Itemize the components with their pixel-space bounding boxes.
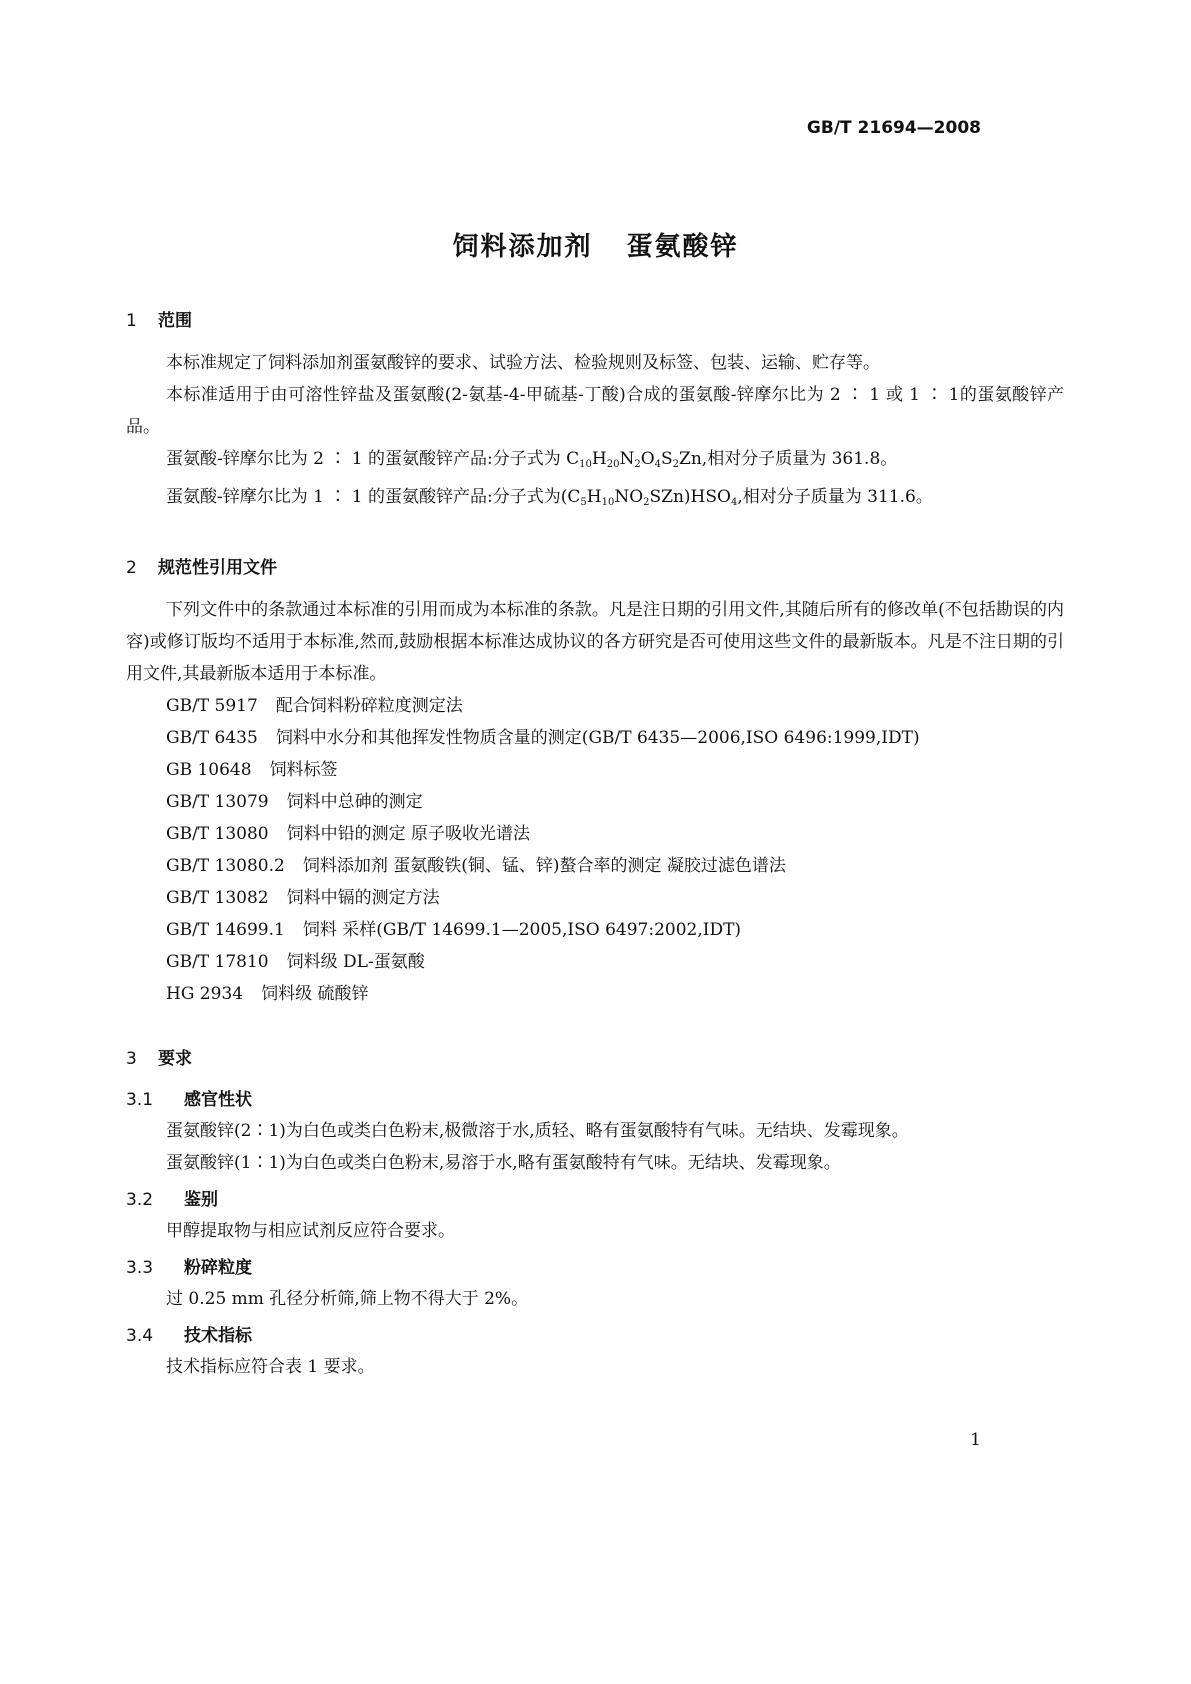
paragraph: 下列文件中的条款通过本标准的引用而成为本标准的条款。凡是注日期的引用文件,其随后所有的修改单(不包括勘误的内容)或修订版均不适用于本标准,然而,鼓励根据本标准达成协议的各方研究是否可使用这些文件的最新版本。凡是不注日期的引用文件,其最新版本适用于本标准。	[126, 600, 1064, 684]
reference-item	[126, 850, 1064, 882]
section-title: 要求	[158, 1049, 192, 1069]
subsection-title: 技术指标	[184, 1326, 252, 1346]
reference-name: 饲料中总砷的测定	[286, 792, 423, 812]
reference-name: 配合饲料粉碎粒度测定法	[275, 696, 463, 716]
reference-code: GB/T 14699.1	[166, 920, 285, 940]
section-number: 3	[126, 1049, 137, 1069]
title-part1: 饲料添加剂	[452, 232, 593, 262]
reference-name: 饲料添加剂 蛋氨酸铁(铜、锰、锌)螯合率的测定 凝胶过滤色谱法	[302, 856, 786, 876]
paragraph: 本标准规定了饲料添加剂蛋氨酸锌的要求、试验方法、检验规则及标签、包装、运输、贮存等。	[166, 353, 880, 373]
reference-name: 饲料中水分和其他挥发性物质含量的测定(GB/T 6435—2006,ISO 6496:1999,IDT)	[275, 728, 920, 748]
formula-paragraph-1-1	[126, 481, 1064, 519]
reference-code: GB/T 17810	[166, 952, 269, 972]
reference-code: GB/T 13079	[166, 792, 269, 812]
molecular-formula: $C_{10}H_{20}N_2O_4S_2Zn$	[566, 449, 702, 470]
page-number: 1	[970, 1430, 981, 1450]
section-number: 2	[126, 558, 137, 578]
document-title	[0, 226, 1191, 263]
reference-code: GB 10648	[166, 760, 252, 780]
section-heading-normative-references	[126, 553, 1064, 578]
reference-item	[126, 946, 1064, 978]
reference-code: GB/T 13080	[166, 824, 269, 844]
paragraph: 蛋氨酸锌(1∶1)为白色或类白色粉末,易溶于水,略有蛋氨酸特有气味。无结块、发霉现象。	[166, 1153, 841, 1173]
subsection-number: 3.1	[126, 1090, 154, 1110]
standard-code: GB/T 21694—2008	[806, 118, 981, 138]
reference-item	[126, 978, 1064, 1010]
reference-code: HG 2934	[166, 984, 244, 1004]
section-number: 1	[126, 311, 137, 331]
paragraph: 技术指标应符合表 1 要求。	[166, 1357, 375, 1377]
reference-item	[126, 882, 1064, 914]
document-body	[126, 306, 1064, 1383]
paragraph: 蛋氨酸锌(2∶1)为白色或类白色粉末,极微溶于水,质轻、略有蛋氨酸特有气味。无结块、发霉现象。	[166, 1121, 909, 1141]
reference-item	[126, 786, 1064, 818]
paragraph: 甲醇提取物与相应试剂反应符合要求。	[166, 1221, 455, 1241]
subsection-heading	[126, 1253, 1064, 1283]
paragraph: 过 0.25 mm 孔径分析筛,筛上物不得大于 2%。	[166, 1289, 529, 1309]
reference-name: 饲料 采样(GB/T 14699.1—2005,ISO 6497:2002,IDT)	[302, 920, 742, 940]
subsection-number: 3.4	[126, 1326, 154, 1346]
subsection-heading	[126, 1085, 1064, 1115]
paragraph: 本标准适用于由可溶性锌盐及蛋氨酸(2-氨基-4-甲硫基-丁酸)合成的蛋氨酸-锌摩尔比为 2 ∶ 1 或 1 ∶ 1的蛋氨酸锌产品。	[126, 385, 1064, 437]
subsection-title: 感官性状	[184, 1090, 252, 1110]
reference-name: 饲料中铅的测定 原子吸收光谱法	[286, 824, 531, 844]
formula-outro: ,相对分子质量为 361.8。	[701, 449, 898, 469]
reference-code: GB/T 13080.2	[166, 856, 285, 876]
formula-paragraph-2-1	[126, 443, 1064, 481]
reference-name: 饲料中镉的测定方法	[286, 888, 440, 908]
molecular-formula: $C_5H_{10}NO_2SZn)HSO_4$	[567, 487, 738, 508]
reference-name: 饲料级 DL-蛋氨酸	[286, 952, 425, 972]
subsection-number: 3.2	[126, 1190, 154, 1210]
title-part2: 蛋氨酸锌	[626, 232, 739, 262]
reference-name: 饲料级 硫酸锌	[261, 984, 369, 1004]
subsection-title: 鉴别	[184, 1190, 218, 1210]
section-heading-requirements	[126, 1044, 1064, 1069]
reference-item	[126, 722, 1064, 754]
reference-code: GB/T 13082	[166, 888, 269, 908]
reference-code: GB/T 5917	[166, 696, 258, 716]
formula-outro: ,相对分子质量为 311.6。	[737, 487, 933, 507]
reference-item	[126, 914, 1064, 946]
reference-item	[126, 690, 1064, 722]
formula-intro: 蛋氨酸-锌摩尔比为 1 ∶ 1 的蛋氨酸锌产品:分子式为(	[166, 487, 568, 507]
subsection-title: 粉碎粒度	[184, 1258, 252, 1278]
reference-name: 饲料标签	[269, 760, 338, 780]
section-heading-scope	[126, 306, 1064, 331]
subsection-heading	[126, 1185, 1064, 1215]
formula-intro: 蛋氨酸-锌摩尔比为 2 ∶ 1 的蛋氨酸锌产品:分子式为	[166, 449, 567, 469]
subsection-heading	[126, 1321, 1064, 1351]
reference-code: GB/T 6435	[166, 728, 258, 748]
section-title: 范围	[158, 311, 192, 331]
reference-item	[126, 818, 1064, 850]
section-title: 规范性引用文件	[158, 558, 277, 578]
subsection-number: 3.3	[126, 1258, 154, 1278]
reference-item	[126, 754, 1064, 786]
